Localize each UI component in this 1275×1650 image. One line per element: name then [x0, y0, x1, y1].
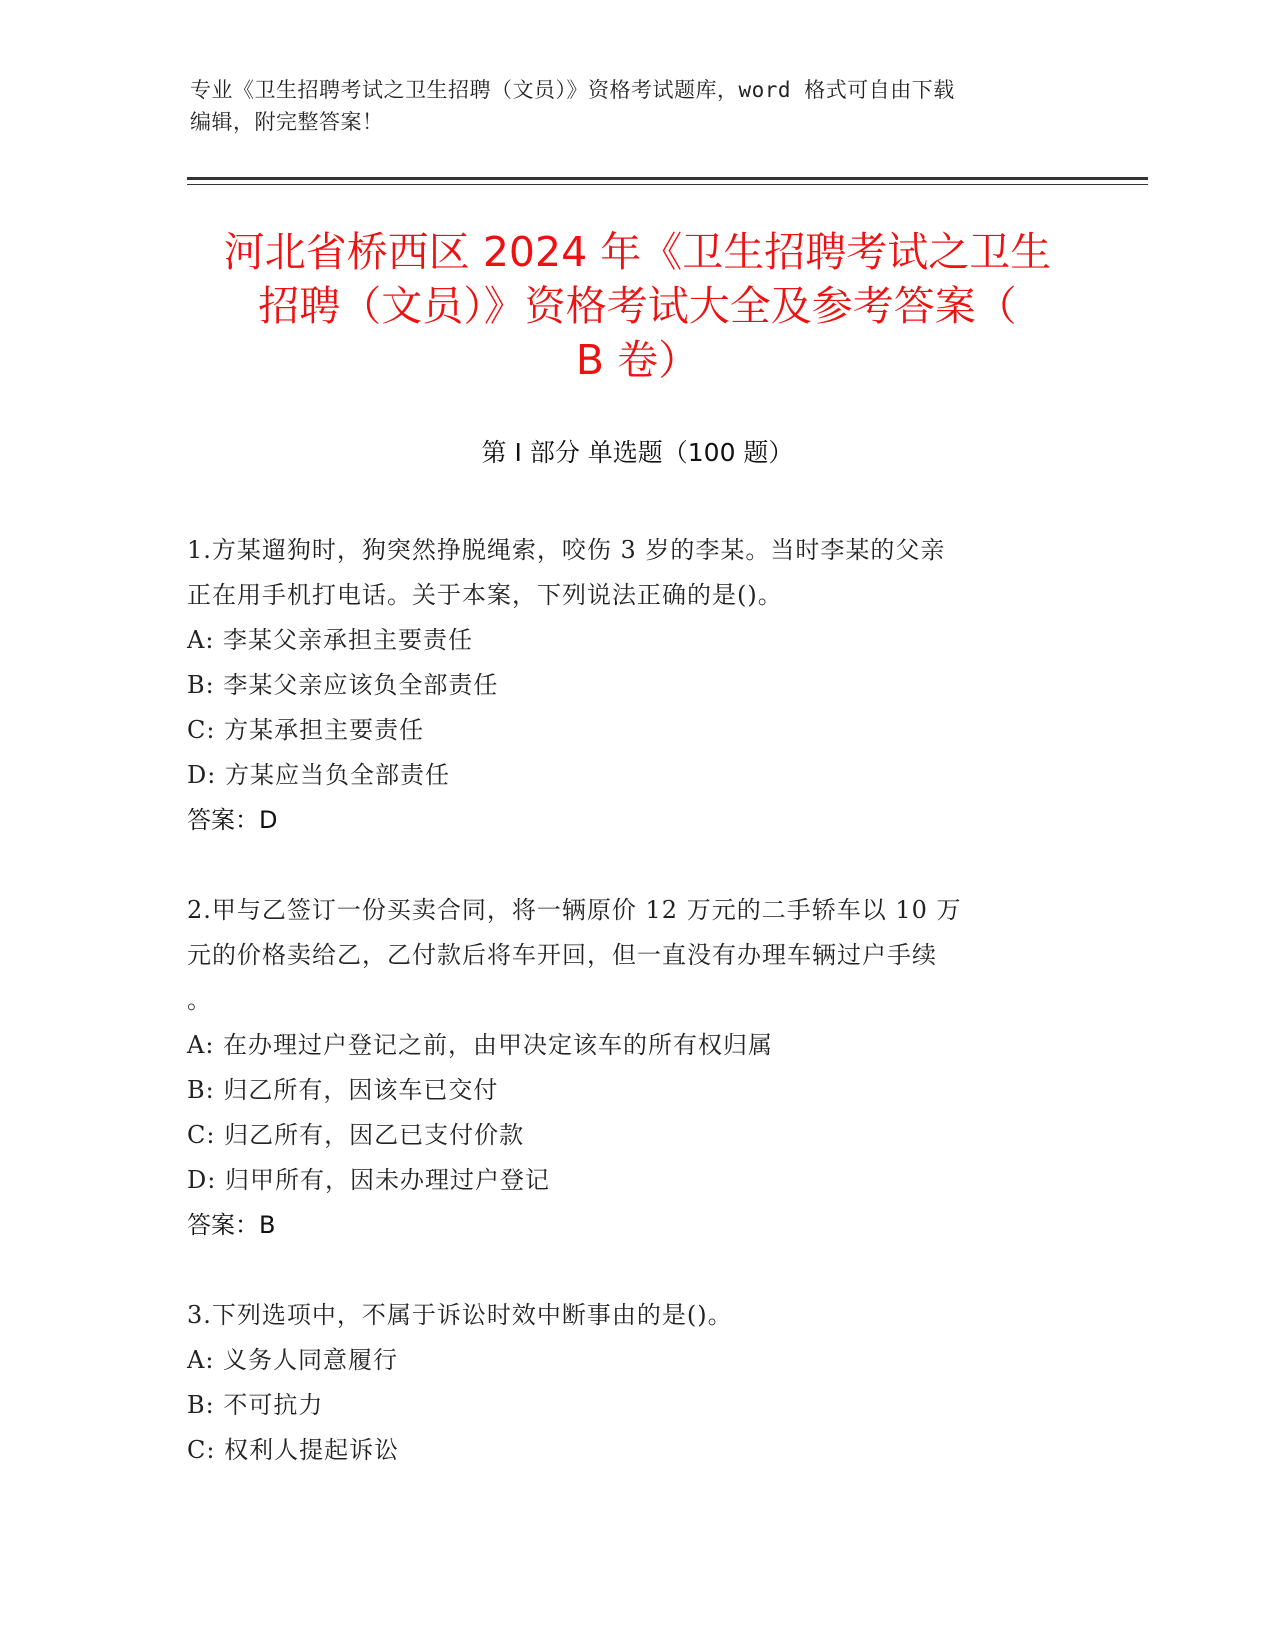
option-a: A: 李某父亲承担主要责任	[187, 626, 474, 654]
question-stem-line: 元的价格卖给乙，乙付款后将车开回，但一直没有办理车辆过户手续	[187, 941, 937, 969]
answer: 答案：B	[187, 1211, 276, 1239]
header-divider-thin	[187, 184, 1148, 185]
option-c: C: 方某承担主要责任	[187, 716, 425, 744]
question-spacer	[187, 1248, 1067, 1293]
header-note-line-2: 编辑，附完整答案！	[190, 110, 384, 134]
question-stem-line: 1.方某遛狗时，狗突然挣脱绳索，咬伤 3 岁的李某。当时李某的父亲	[187, 536, 946, 564]
header-divider-thick	[187, 177, 1148, 180]
header-note	[190, 74, 1070, 138]
option-c: C: 归乙所有，因乙已支付价款	[187, 1121, 525, 1149]
option-b: B: 李某父亲应该负全部责任	[187, 671, 499, 699]
option-a: A: 在办理过户登记之前，由甲决定该车的所有权归属	[187, 1031, 774, 1059]
title-line-1: 河北省桥西区 2024 年《卫生招聘考试之卫生	[223, 228, 1052, 276]
option-b: B: 不可抗力	[187, 1391, 324, 1419]
option-b: B: 归乙所有，因该车已交付	[187, 1076, 499, 1104]
section-heading: 第 I 部分 单选题（100 题）	[481, 438, 794, 467]
option-a: A: 义务人同意履行	[187, 1346, 399, 1374]
option-d: D: 归甲所有，因未办理过户登记	[187, 1166, 550, 1194]
option-d: D: 方某应当负全部责任	[187, 761, 450, 789]
question-stem-line: 正在用手机打电话。关于本案，下列说法正确的是()。	[187, 581, 783, 609]
question-spacer	[187, 843, 1067, 888]
question-stem-line: 。	[187, 986, 212, 1014]
question-2	[187, 888, 1067, 1248]
question-list	[187, 528, 1067, 1473]
title-line-2: 招聘（文员）》资格考试大全及参考答案（	[258, 282, 1017, 330]
option-c: C: 权利人提起诉讼	[187, 1436, 400, 1464]
question-stem-line: 2.甲与乙签订一份买卖合同，将一辆原价 12 万元的二手轿车以 10 万	[187, 896, 962, 924]
question-3	[187, 1293, 1067, 1473]
title-line-3: B 卷）	[575, 336, 700, 384]
question-stem-line: 3.下列选项中，不属于诉讼时效中断事由的是()。	[187, 1301, 733, 1329]
answer: 答案：D	[187, 806, 278, 834]
question-1	[187, 528, 1067, 843]
header-note-line-1: 专业《卫生招聘考试之卫生招聘（文员）》资格考试题库，word 格式可自由下载	[190, 78, 955, 102]
document-title	[180, 225, 1095, 387]
